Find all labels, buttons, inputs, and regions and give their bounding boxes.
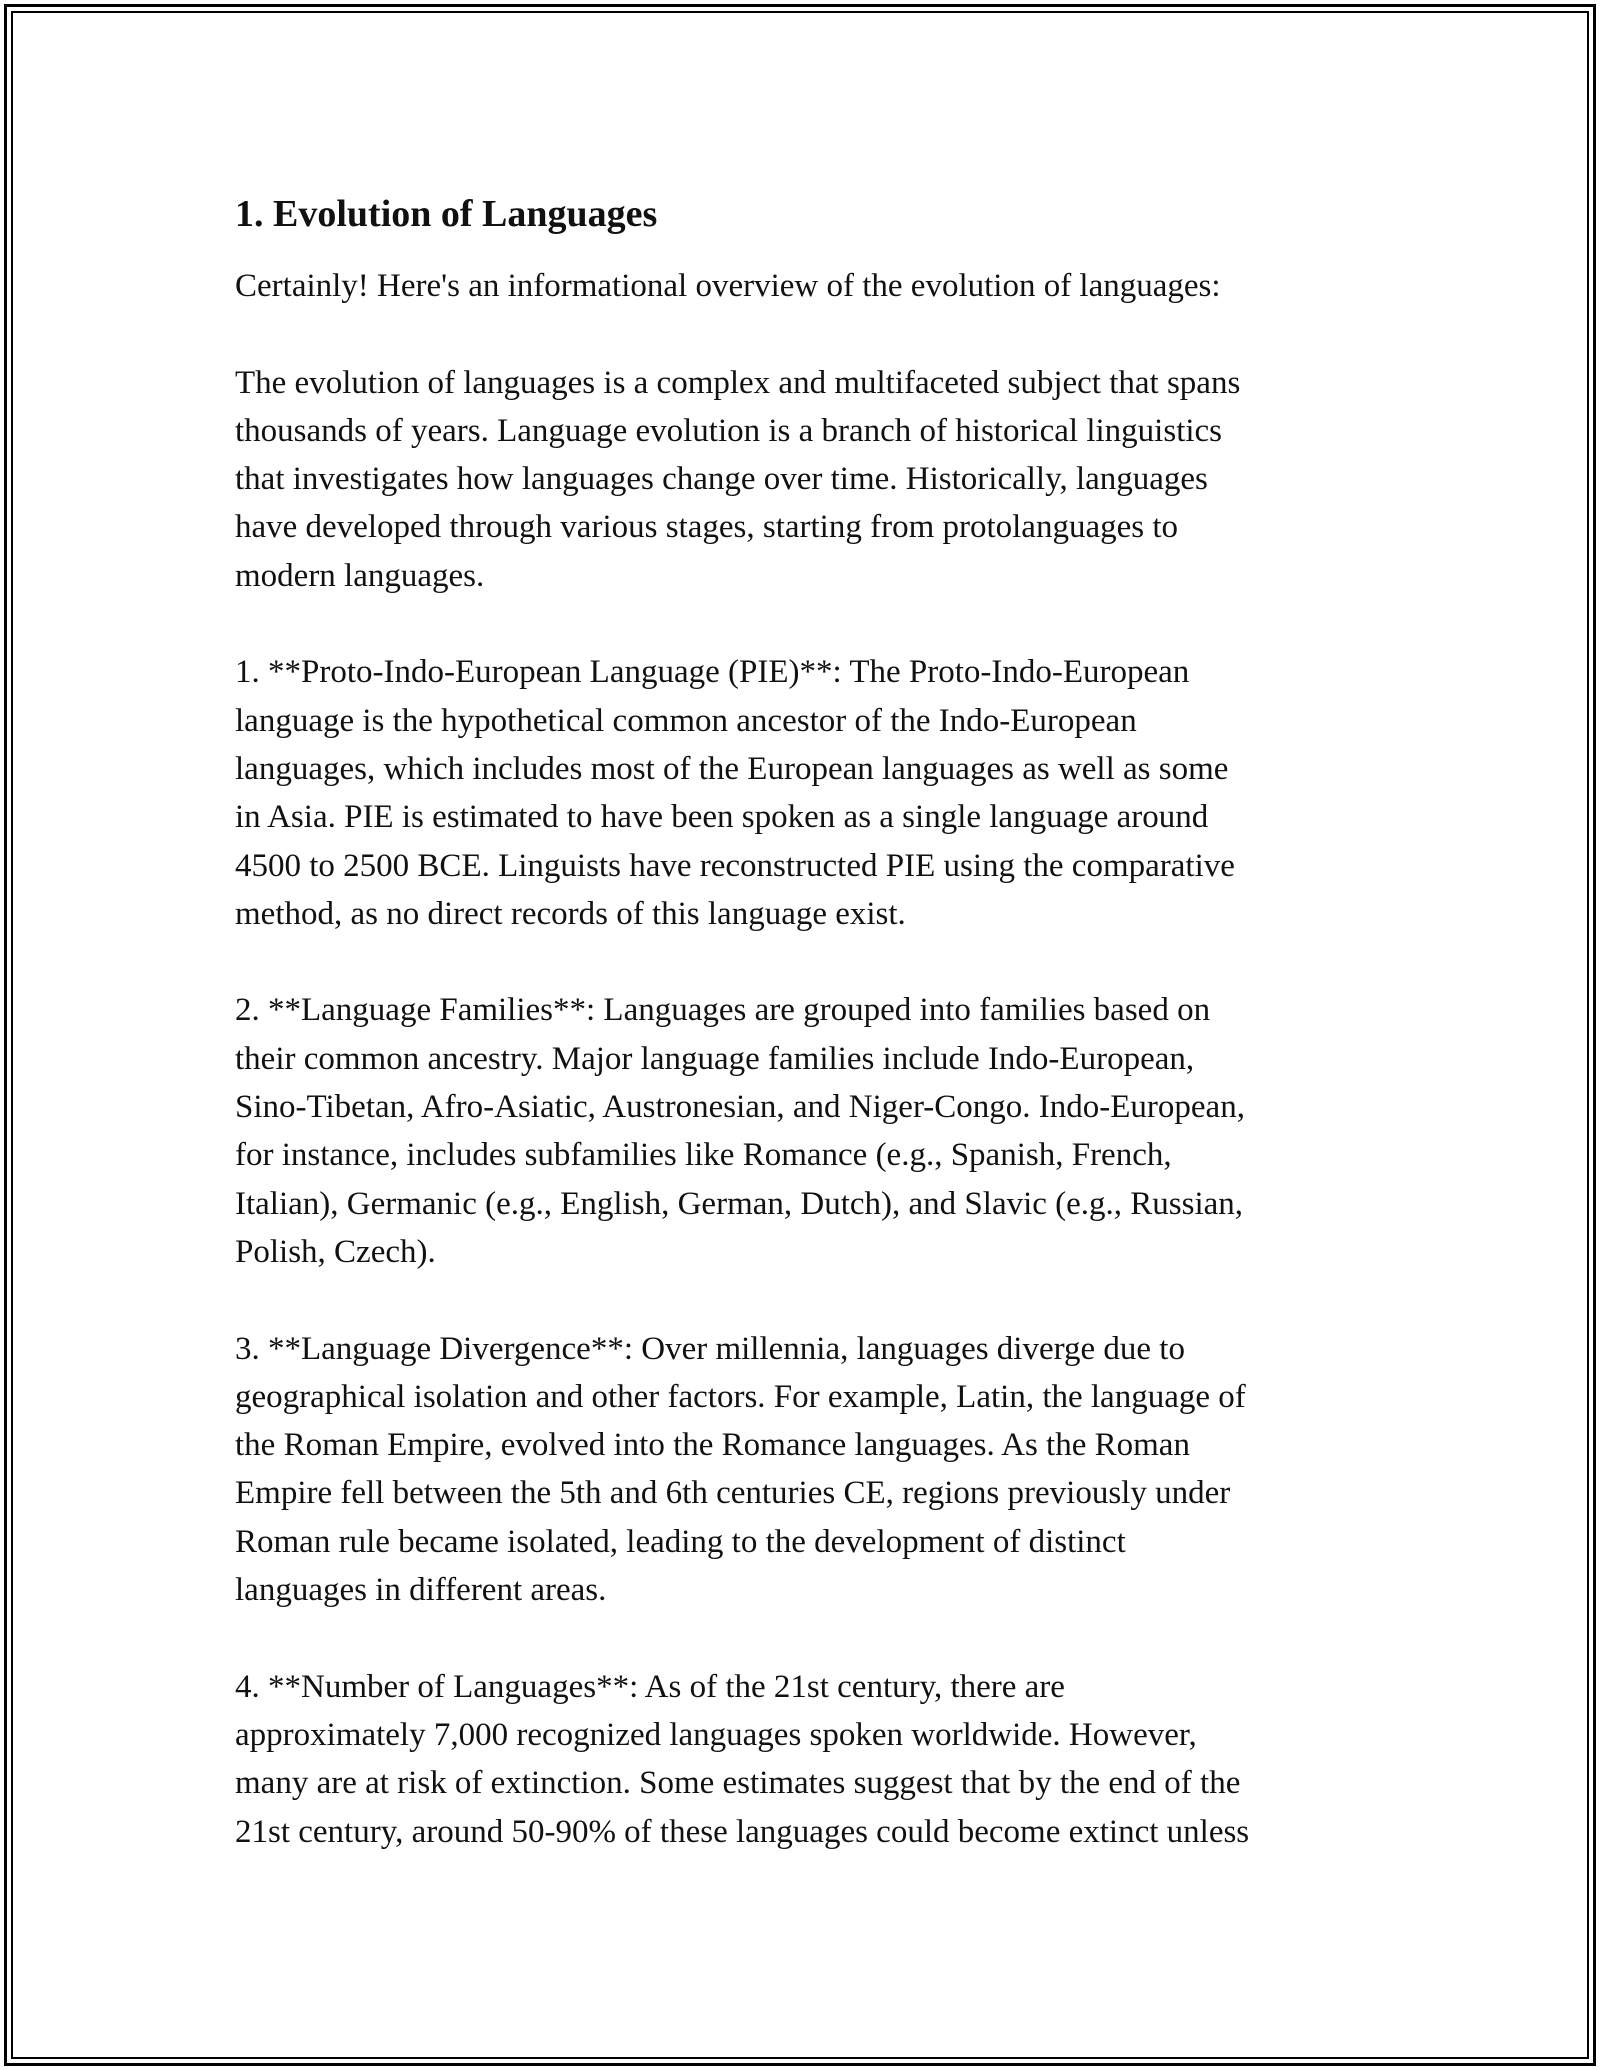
intro-paragraph: Certainly! Here's an informational overview of the evolution of languages: <box>235 268 1221 304</box>
document-title: 1. Evolution of Languages <box>235 193 658 235</box>
language-families-paragraph: 2. **Language Families**: Languages are grouped into families based on their common ancestry. Major language families include Indo-European, Sino-Tibetan, Afro-Asiatic, Austronesian, and Niger-Congo. Indo-European, for instance, includes subfamilies like Romance (e.g., Spanish, French, Italian), Germanic (e.g., English, German, Dutch), and Slavic (e.g., Russian, Polish, Czech). <box>235 992 1245 1270</box>
document-body <box>235 186 1375 1856</box>
overview-paragraph: The evolution of languages is a complex and multifaceted subject that spans thousands of years. Language evolution is a branch of historical linguistics that investigates how languages change over time. Historically, languages have developed through various stages, starting from protolanguages to modern languages. <box>235 364 1241 594</box>
pie-paragraph: 1. **Proto-Indo-European Language (PIE)**: The Proto-Indo-European language is the hypothetical common ancestor of the Indo-European languages, which includes most of the European languages as well as some in Asia. PIE is estimated to have been spoken as a single language around 4500 to 2500 BCE. Linguists have reconstructed PIE using the comparative method, as no direct records of this language exist. <box>235 654 1235 932</box>
language-divergence-paragraph: 3. **Language Divergence**: Over millennia, languages diverge due to geographical isolation and other factors. For example, Latin, the language of the Roman Empire, evolved into the Romance languages. As the Roman Empire fell between the 5th and 6th centuries CE, regions previously under Roman rule became isolated, leading to the development of distinct languages in different areas. <box>235 1330 1246 1609</box>
number-of-languages-paragraph: 4. **Number of Languages**: As of the 21st century, there are approximately 7,000 recognized languages spoken worldwide. However, many are at risk of extinction. Some estimates suggest that by the end of the 21st century, around 50-90% of these languages could become extinct unless <box>235 1668 1250 1850</box>
